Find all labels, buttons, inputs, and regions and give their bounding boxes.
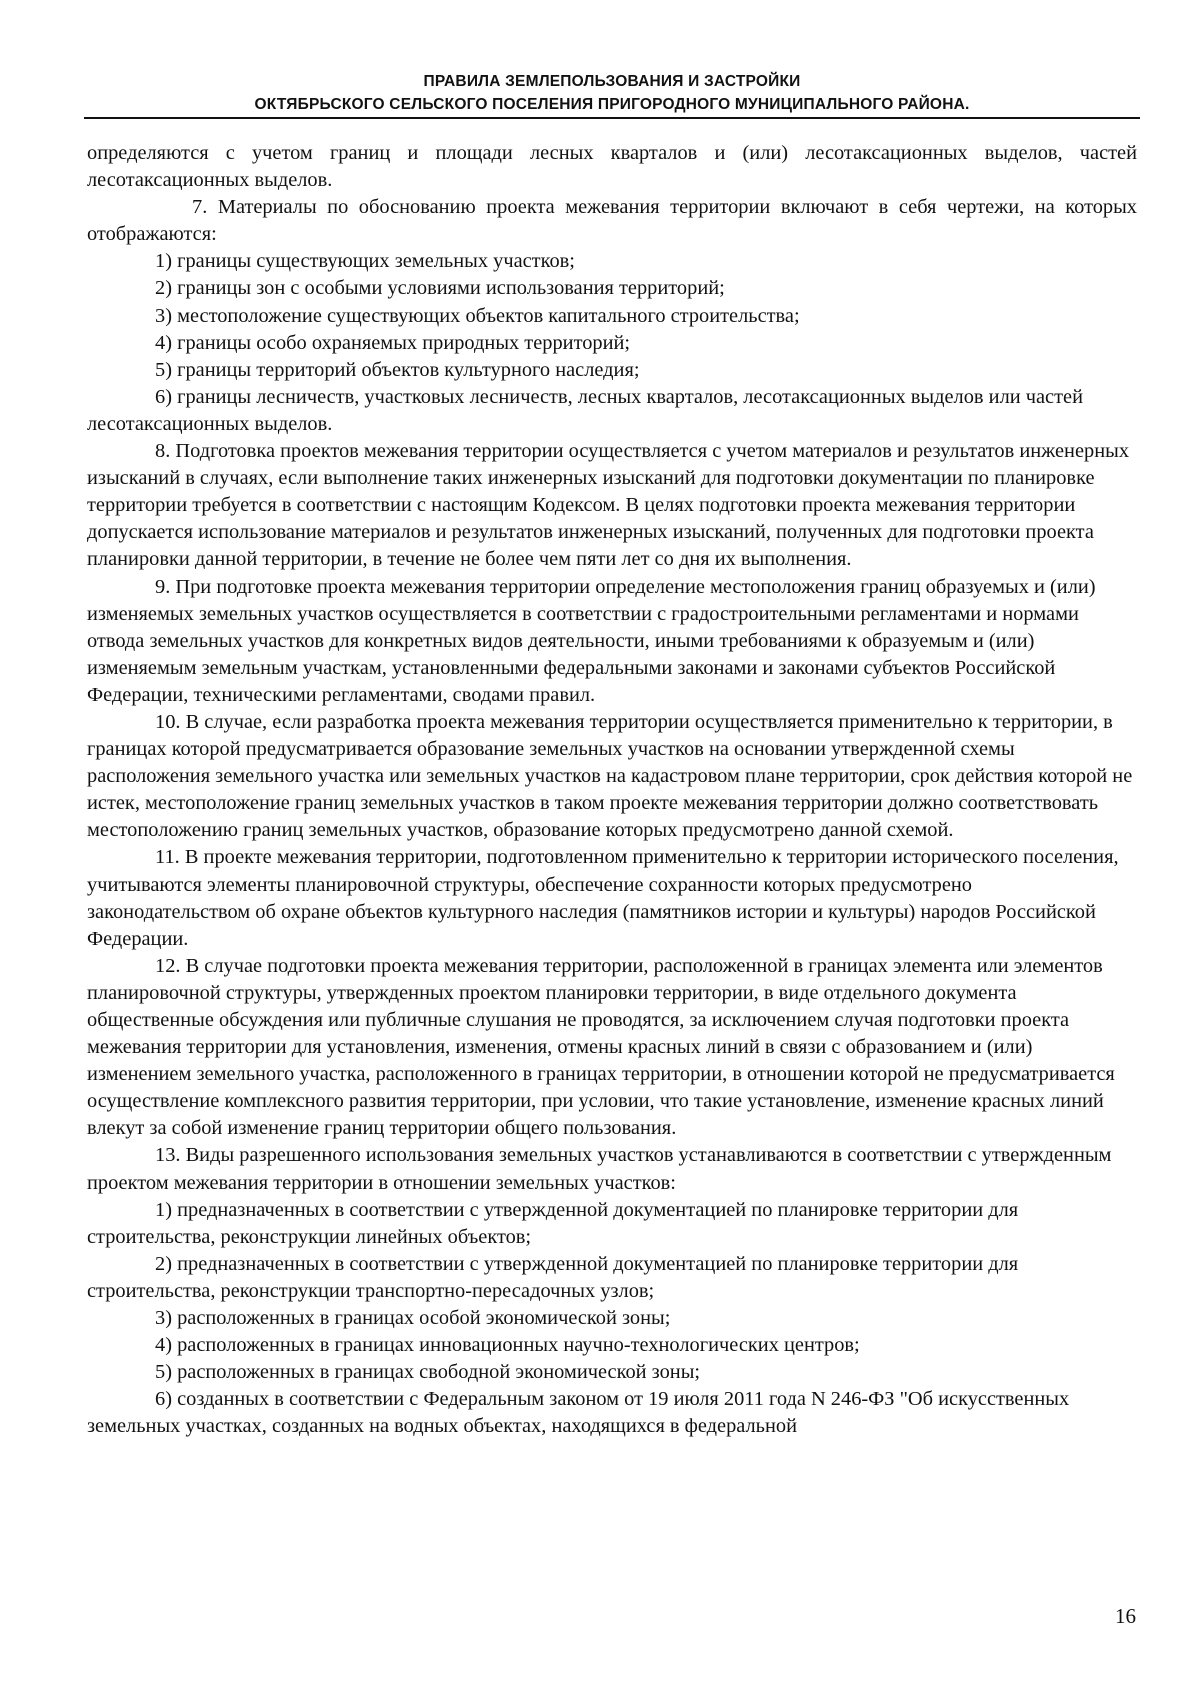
page-number: 16: [1115, 1604, 1136, 1628]
paragraph-item-11: 11. В проекте межевания территории, подготовленном применительно к территории исторического поселения, учитываются элементы планировочной структуры, обеспечение сохранности которых предусмотрено законодательством об охране объектов культурного наследия (памятников истории и культуры) народов Российской Федерации.: [87, 846, 1119, 950]
list-item: 1) границы существующих земельных участков;: [155, 250, 575, 273]
list-item: 2) границы зон с особыми условиями использования территорий;: [155, 277, 725, 300]
paragraph-item-7: 7. Материалы по обоснованию проекта межевания территории включают в себя чертежи, на которых отображаются:: [87, 196, 1137, 246]
paragraph-item-12: 12. В случае подготовки проекта межевания территории, расположенной в границах элемента или элементов планировочной структуры, утвержденных проектом планировки территории, в виде отдельного документа общественные обсуждения или публичные слушания не проводятся, за исключением случая подготовки проекта межевания территории для установления, изменения, отмены красных линий в связи с образованием и (или) изменением земельного участка, расположенного в границах территории, в отношении которой не предусматривается осуществление комплексного развития территории, при условии, что такие установление, изменение красных линий влекут за собой изменение границ территории общего пользования.: [87, 954, 1115, 1140]
list-item: 4) расположенных в границах инновационных научно-технологических центров;: [155, 1334, 860, 1357]
list-item: 1) предназначенных в соответствии с утвержденной документацией по планировке территории для строительства, реконструкции линейных объектов;: [87, 1198, 1019, 1248]
list-item: 4) границы особо охраняемых природных территорий;: [155, 331, 631, 354]
document-body: [87, 140, 1137, 1441]
header-title-line-2: ОКТЯБРЬСКОГО СЕЛЬСКОГО ПОСЕЛЕНИЯ ПРИГОРОДНОГО МУНИЦИПАЛЬНОГО РАЙОНА.: [254, 96, 970, 113]
header-divider: [84, 117, 1140, 119]
list-item: 6) границы лесничеств, участковых лесничеств, лесных кварталов, лесотаксационных выделов или частей лесотаксационных выделов.: [87, 385, 1083, 435]
paragraph-continuation: определяются с учетом границ и площади лесных кварталов и (или) лесотаксационных выделов, частей лесотаксационных выделов.: [87, 142, 1137, 192]
list-item: 3) расположенных в границах особой экономической зоны;: [155, 1307, 671, 1330]
paragraph-item-13: 13. Виды разрешенного использования земельных участков устанавливаются в соответствии с утвержденным проектом межевания территории в отношении земельных участков:: [87, 1144, 1112, 1194]
paragraph-item-9: 9. При подготовке проекта межевания территории определение местоположения границ образуемых и (или) изменяемых земельных участков осуществляется в соответствии с градостроительными регламентами и нормами отвода земельных участков для конкретных видов деятельности, иными требованиями к образуемым и (или) изменяемым земельным участкам, установленными федеральными законами и законами субъектов Российской Федерации, техническими регламентами, сводами правил.: [87, 575, 1096, 706]
list-item: 5) расположенных в границах свободной экономической зоны;: [155, 1361, 701, 1384]
list-item: 2) предназначенных в соответствии с утвержденной документацией по планировке территории для строительства, реконструкции транспортно-пересадочных узлов;: [87, 1252, 1019, 1302]
paragraph-item-10: 10. В случае, если разработка проекта межевания территории осуществляется применительно к территории, в границах которой предусматривается образование земельных участков на основании утвержденной схемы расположения земельного участка или земельных участков на кадастровом плане территории, срок действия которой не истек, местоположение границ земельных участков в таком проекте межевания территории должно соответствовать местоположению границ земельных участков, образование которых предусмотрено данной схемой.: [87, 710, 1133, 842]
paragraph-item-8: 8. Подготовка проектов межевания территории осуществляется с учетом материалов и результатов инженерных изысканий в случаях, если выполнение таких инженерных изысканий для подготовки документации по планировке территории требуется в соответствии с настоящим Кодексом. В целях подготовки проекта межевания территории допускается использование материалов и результатов инженерных изысканий, полученных для подготовки проекта планировки данной территории, в течение не более чем пяти лет со дня их выполнения.: [87, 440, 1130, 571]
list-item: 3) местоположение существующих объектов капитального строительства;: [155, 304, 800, 327]
list-item: 5) границы территорий объектов культурного наследия;: [155, 358, 640, 381]
running-header: [84, 70, 1140, 116]
list-item: 6) созданных в соответствии с Федеральным законом от 19 июля 2011 года N 246-ФЗ "Об искусственных земельных участках, созданных на водных объектах, находящихся в федеральной: [87, 1388, 1070, 1438]
header-title-line-1: ПРАВИЛА ЗЕМЛЕПОЛЬЗОВАНИЯ И ЗАСТРОЙКИ: [423, 73, 801, 90]
